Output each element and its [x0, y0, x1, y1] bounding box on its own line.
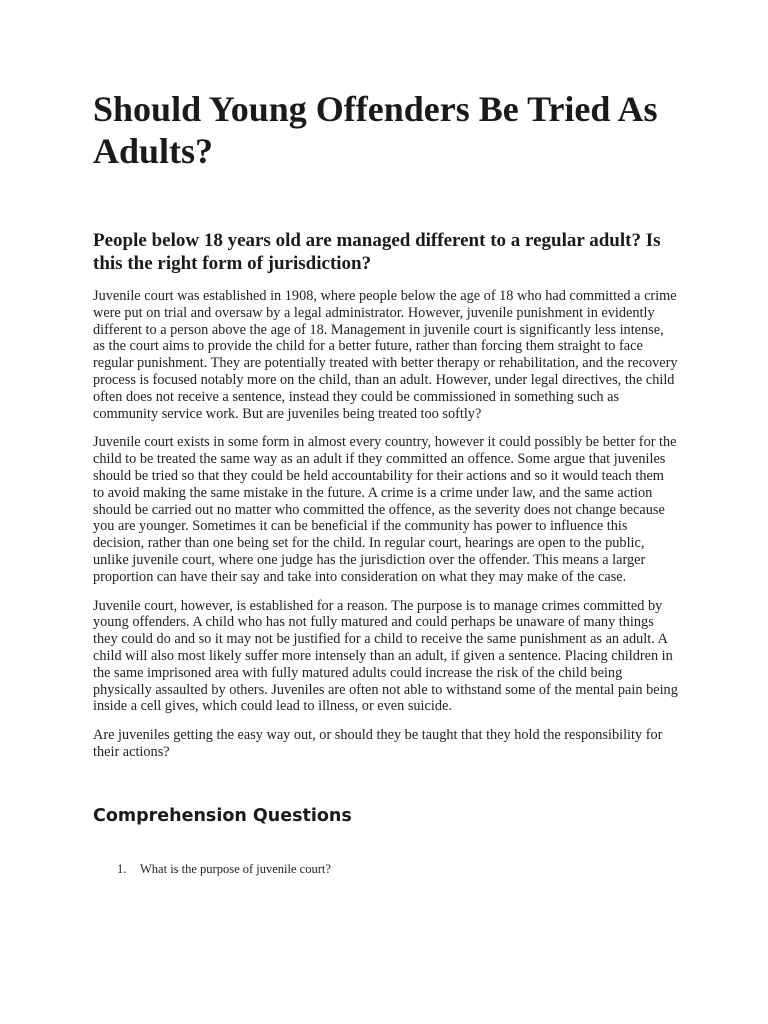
comprehension-heading: Comprehension Questions [93, 805, 352, 826]
document-page [93, 88, 678, 877]
body-paragraph-4: Are juveniles getting the easy way out, or should they be taught that they hold the responsibility for their actions? [93, 727, 663, 760]
question-number: 1. [117, 861, 127, 876]
document-title: Should Young Offenders Be Tried As Adults? [93, 89, 658, 171]
question-list [93, 861, 678, 877]
question-text: What is the purpose of juvenile court? [140, 861, 331, 876]
body-paragraph-3: Juvenile court, however, is established for a reason. The purpose is to manage crimes committed by young offenders. A child who has not fully matured and could perhaps be unaware of many things they could do and so it may not be justified for a child to receive the same punishment as an adult. A child will also most likely suffer more intensely than an adult, if given a sentence. Placing children in the same imprisoned area with fully matured adults could increase the risk of the child being physically assaulted by others. Juveniles are often not able to withstand some of the mental pain being inside a cell gives, which could lead to illness, or even suicide. [93, 597, 678, 715]
body-paragraph-1: Juvenile court was established in 1908, where people below the age of 18 who had committed a crime were put on trial and oversaw by a legal administrator. However, juvenile punishment in evidently different to a person above the age of 18. Management in juvenile court is significantly less intense, as the court aims to provide the child for a better future, rather than forcing them straight to face regular punishment. They are potentially treated with better therapy or rehabilitation, and the recovery process is focused notably more on the child, than an adult. However, under legal directives, the child often does not receive a sentence, instead they could be commissioned in something such as community service work. But are juveniles being treated too softly? [93, 288, 678, 422]
question-item [93, 861, 678, 877]
document-subtitle: People below 18 years old are managed different to a regular adult? Is this the right form of jurisdiction? [93, 230, 661, 274]
body-paragraph-2: Juvenile court exists in some form in almost every country, however it could possibly be better for the child to be treated the same way as an adult if they committed an offence. Some argue that juveniles should be tried so that they could be held accountability for their actions and so it would teach them to avoid making the same mistake in the future. A crime is a crime under law, and the same action should be carried out no matter who committed the offence, as the severity does not change because you are younger. Sometimes it can be beneficial if the community has power to influence this decision, rather than one being set for the child. In regular court, hearings are open to the public, unlike juvenile court, where one judge has the jurisdiction over the offender. This means a larger proportion can have their say and take into consideration on what they may make of the case. [93, 434, 677, 585]
